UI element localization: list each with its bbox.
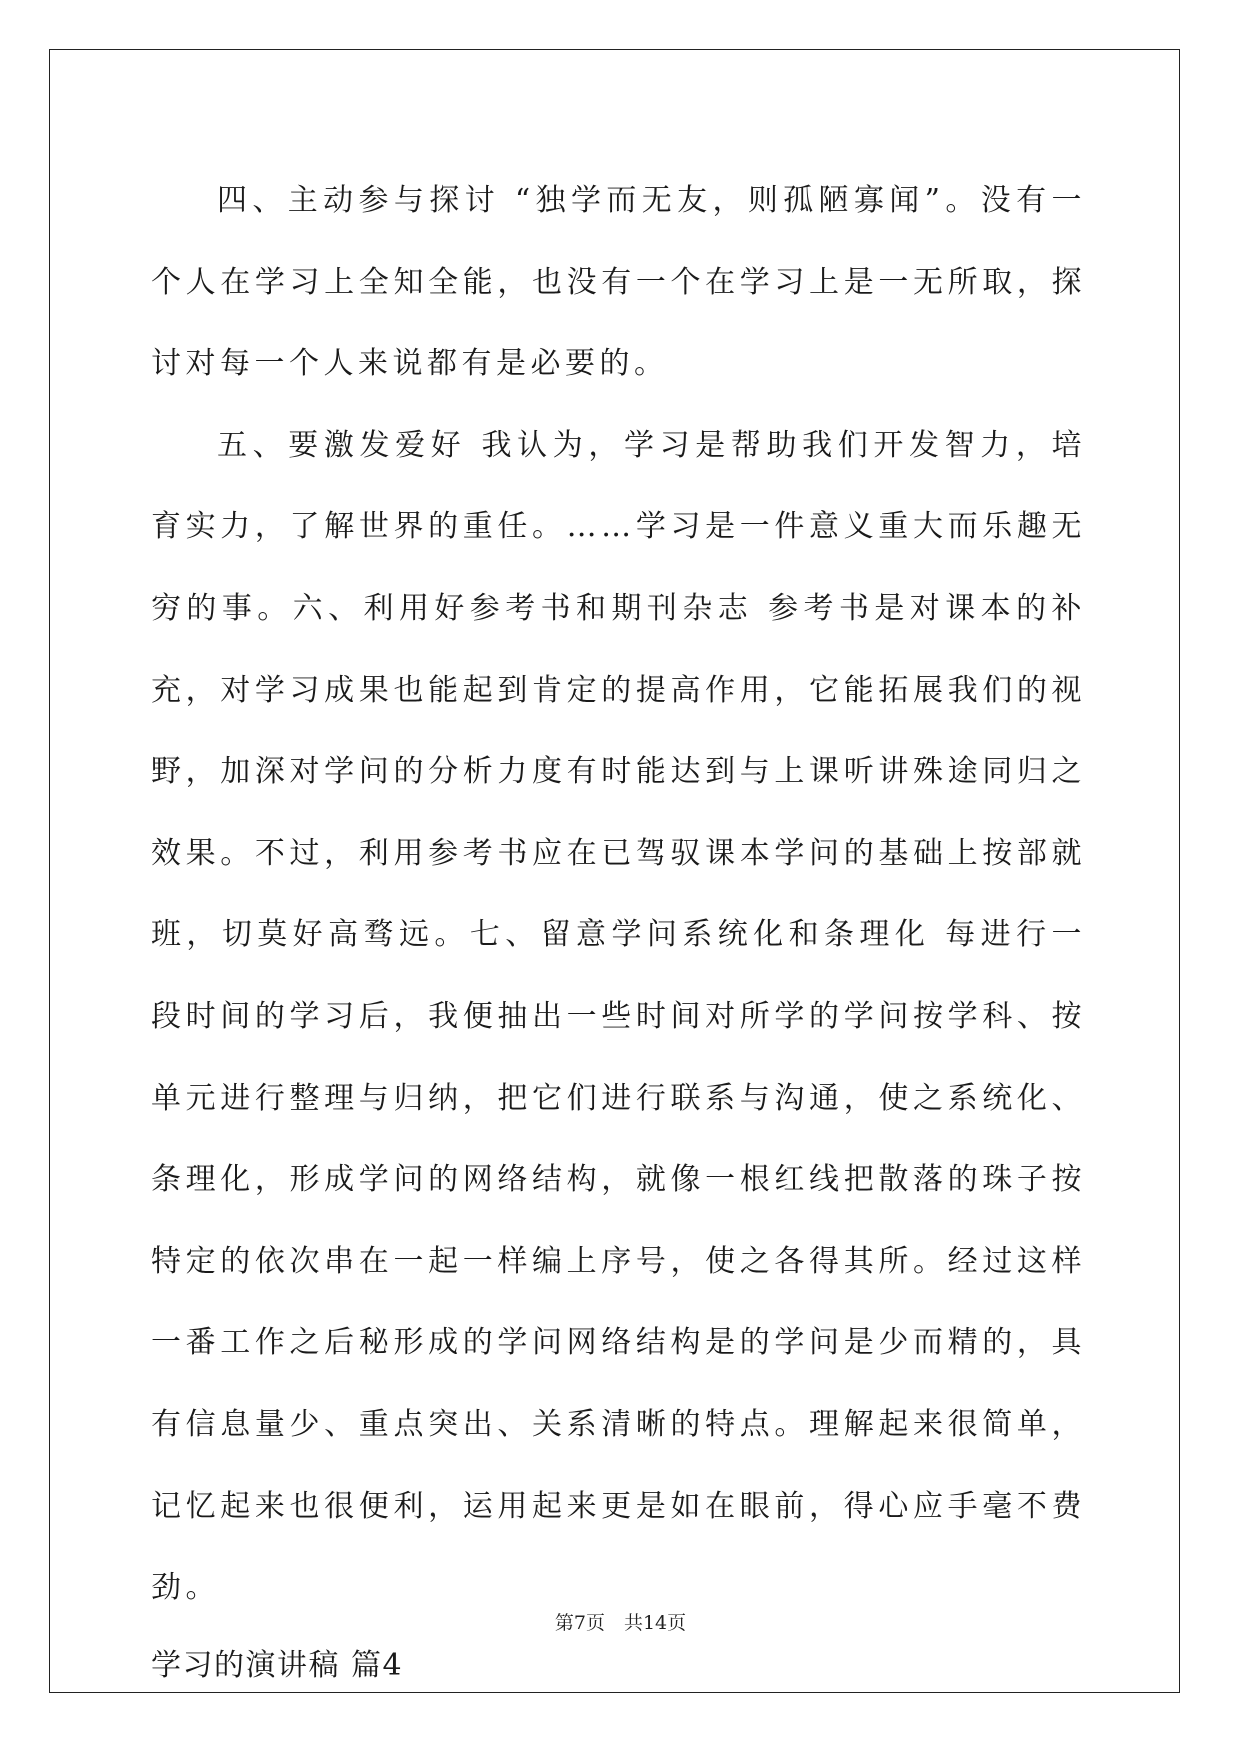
page-number-footer: 第7页 共14页 (554, 1612, 687, 1634)
paragraph-interest: 五、要激发爱好 我认为，学习是帮助我们开发智力，培育实力，了解世界的重任。……学习是一件意义重大而乐趣无穷的事。六、利用好参考书和期刊杂志 参考书是对课本的补充，对学习成果也能起到肯定的提高作用，它能拓展我们的视野，加深对学问的分析力度有时能达到与上课听讲殊途同归之效果。不过，利用参考书应在已驾驭课本学问的基础上按部就班，切莫好高骛远。七、留意学问系统化和条理化 每进行一段时间的学习后，我便抽出一些时间对所学的学问按学科、按单元进行整理与归纳，把它们进行联系与沟通，使之系统化、条理化，形成学问的网络结构，就像一根红线把散落的珠子按特定的依次串在一起一样编上序号，使之各得其所。经过这样一番工作之后秘形成的学问网络结构是的学问是少而精的，具有信息量少、重点突出、关系清晰的特点。理解起来很简单，记忆起来也很便利，运用起来更是如在眼前，得心应手毫不费劲。 (151, 427, 1086, 1606)
section-heading: 学习的演讲稿 篇4 (151, 1647, 404, 1683)
document-body (151, 160, 1086, 1706)
paragraph-discussion: 四、主动参与探讨 “独学而无友，则孤陋寡闻”。没有一个人在学习上全知全能，也没有一个在学习上是一无所取，探讨对每一个人来说都有是必要的。 (151, 183, 1086, 382)
